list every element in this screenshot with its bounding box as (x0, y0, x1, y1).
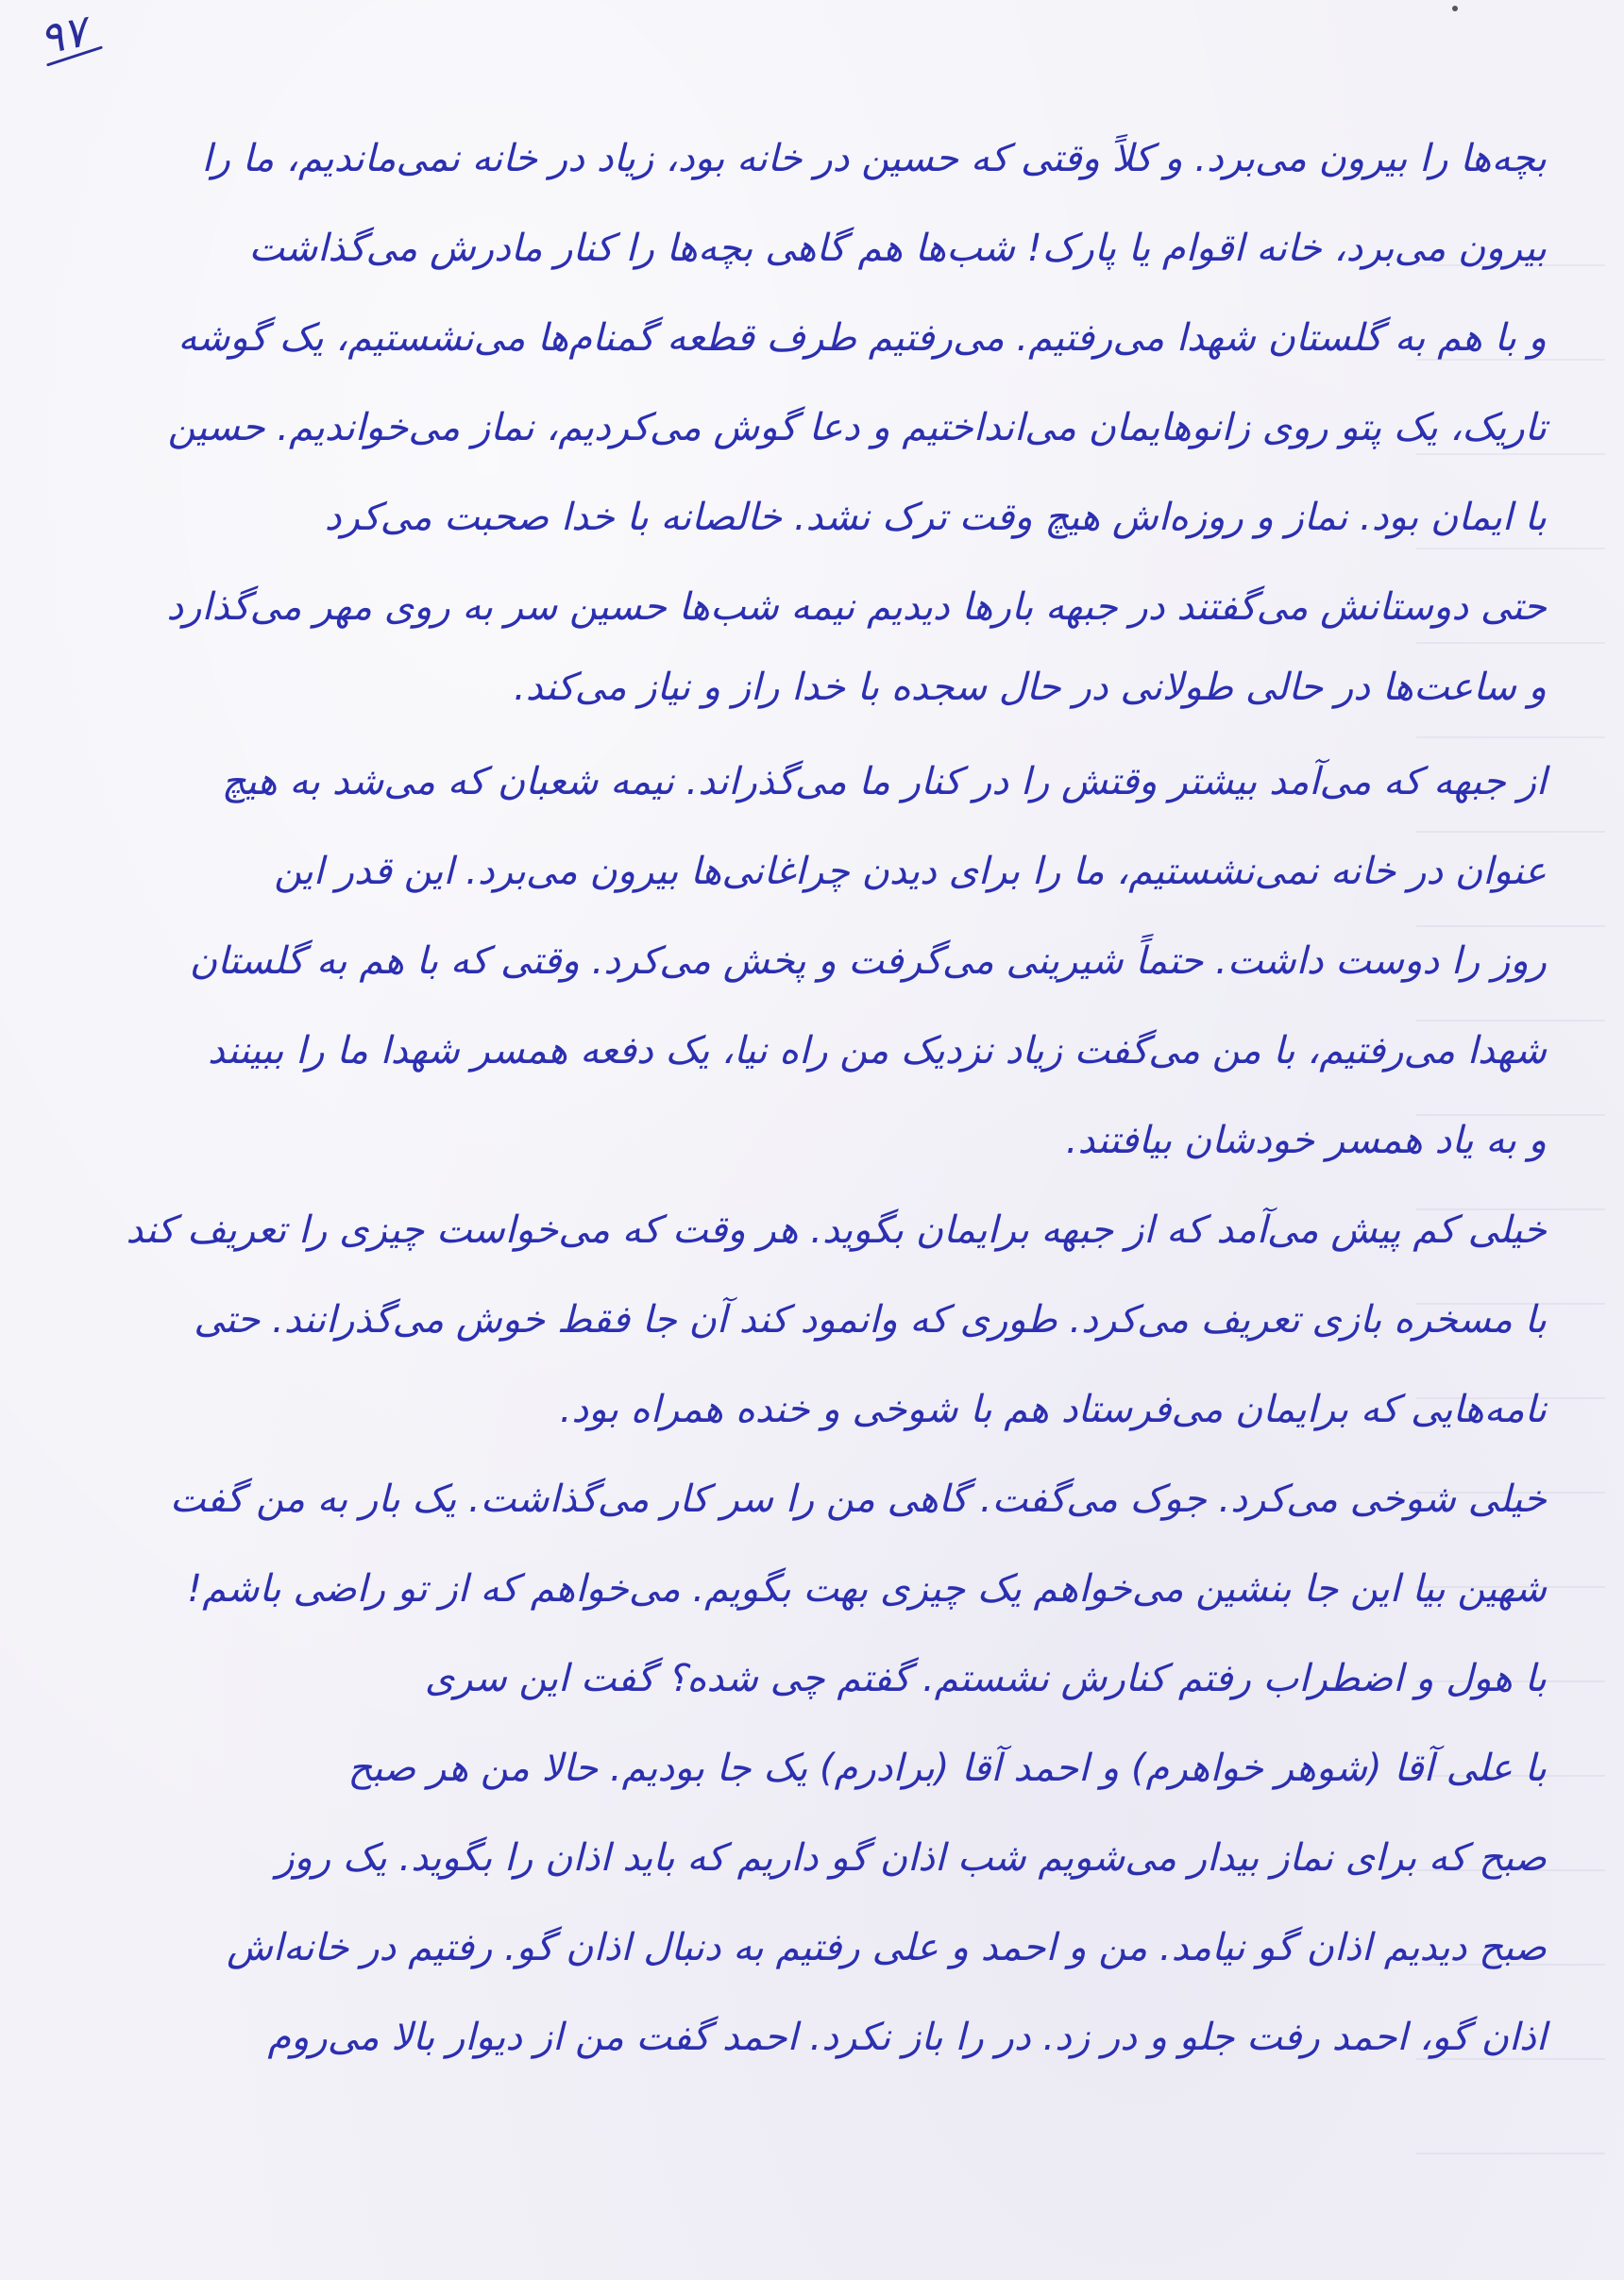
text-line-10: روز را دوست داشت. حتماً شیرینی می‌گرفت و پخش می‌کرد. وقتی که با هم به گلستان (189, 939, 1547, 983)
text-line-1: بچه‌ها را بیرون می‌برد. و کلاً وقتی که حسین در خانه بود، زیاد در خانه نمی‌ماندیم، ما را (201, 137, 1547, 180)
text-line-6: حتی دوستانش می‌گفتند در جبهه بارها دیدیم نیمه شب‌ها حسین سر به روی مهر می‌گذارد (166, 585, 1547, 629)
text-line-13: خیلی کم پیش می‌آمد که از جبهه برایمان بگوید. هر وقت که می‌خواست چیزی را تعریف کند (126, 1208, 1547, 1252)
text-line-8: از جبهه که می‌آمد بیشتر وقتش را در کنار ما می‌گذراند. نیمه شعبان که می‌شد به هیچ (221, 760, 1547, 803)
text-line-14: با مسخره بازی تعریف می‌کرد. طوری که وانمود کند آن جا فقط خوش می‌گذرانند. حتی (194, 1298, 1547, 1342)
text-line-15: نامه‌هایی که برایمان می‌فرستاد هم با شوخی و خنده همراه بود. (559, 1388, 1547, 1431)
text-line-12: و به یاد همسر خودشان بیافتند. (1065, 1119, 1547, 1162)
text-line-17: شهین بیا این جا بنشین می‌خواهم یک چیزی بهت بگویم. می‌خواهم که از تو راضی باشم! (187, 1567, 1547, 1611)
text-line-22: اذان گو، احمد رفت جلو و در زد. در را باز نکرد. احمد گفت من از دیوار بالا می‌روم (267, 2016, 1547, 2059)
text-line-4: تاریک، یک پتو روی زانوهایمان می‌انداختیم و دعا گوش می‌کردیم، نماز می‌خواندیم. حسین (167, 406, 1547, 449)
text-line-16: خیلی شوخی می‌کرد. جوک می‌گفت. گاهی من را سر کار می‌گذاشت. یک بار به من گفت (169, 1478, 1547, 1521)
corner-mark (1452, 6, 1458, 11)
page-number: ۹۷ (34, 5, 92, 65)
text-line-21: صبح دیدیم اذان گو نیامد. من و احمد و علی رفتیم به دنبال اذان گو. رفتیم در خانه‌اش (227, 1926, 1547, 1969)
text-line-5: با ایمان بود. نماز و روزه‌اش هیچ وقت ترک نشد. خالصانه با خدا صحبت می‌کرد (324, 496, 1547, 539)
text-line-9: عنوان در خانه نمی‌نشستیم، ما را برای دیدن چراغانی‌ها بیرون می‌برد. این قدر این (274, 850, 1547, 893)
text-line-7: و ساعت‌ها در حالی طولانی در حال سجده با خدا راز و نیاز می‌کند. (513, 666, 1547, 709)
text-line-11: شهدا می‌رفتیم، با من می‌گفت زیاد نزدیک من راه نیا، یک دفعه همسر شهدا ما را ببینند (208, 1029, 1547, 1072)
text-line-18: با هول و اضطراب رفتم کنارش نشستم. گفتم چی شده؟ گفت این سری (424, 1657, 1547, 1700)
text-line-3: و با هم به گلستان شهدا می‌رفتیم. می‌رفتیم طرف قطعه گمنام‌ها می‌نشستیم، یک گوشه (178, 316, 1547, 360)
text-line-19: با علی آقا (شوهر خواهرم) و احمد آقا (برادرم) یک جا بودیم. حالا من هر صبح (347, 1747, 1547, 1790)
text-line-2: بیرون می‌برد، خانه اقوام یا پارک! شب‌ها هم گاهی بچه‌ها را کنار مادرش می‌گذاشت (248, 227, 1547, 270)
text-line-20: صبح که برای نماز بیدار می‌شویم شب اذان گو داریم که باید اذان را بگوید. یک روز (276, 1836, 1547, 1880)
